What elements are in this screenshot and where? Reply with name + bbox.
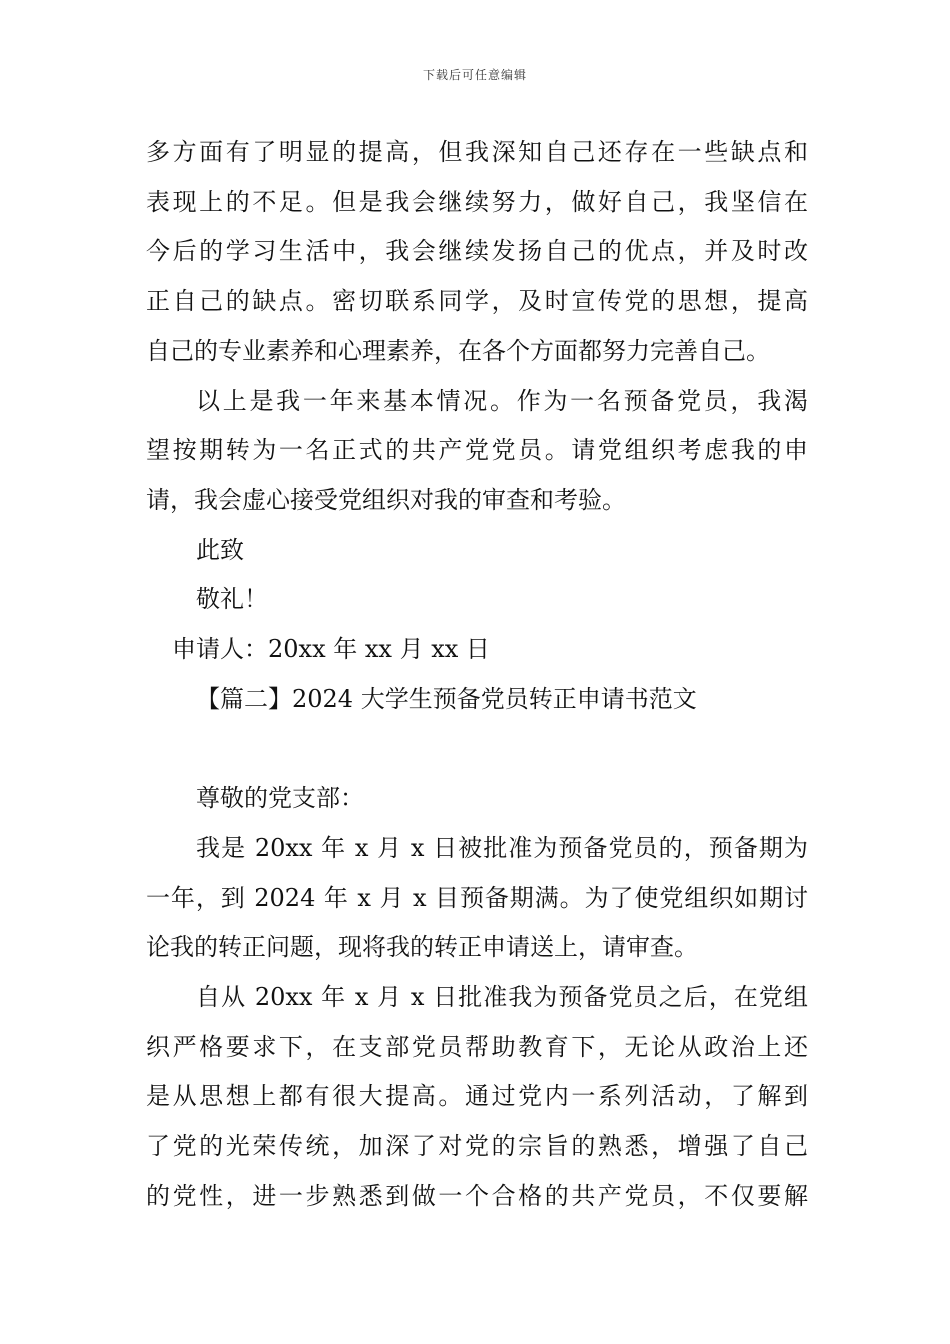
document-body <box>146 128 808 1221</box>
greeting: 尊敬的党支部： <box>196 784 364 813</box>
text-line: 请，我会虚心接受党组织对我的审查和考验。 <box>146 485 626 514</box>
paragraph-first-line: 我是 20xx 年 x 月 x 日被批准为预备党员的，预备期为 <box>196 833 808 862</box>
closing-salutation: 此致 <box>196 535 244 564</box>
section-title: 【篇二】2024 大学生预备党员转正申请书范文 <box>196 684 697 713</box>
text-line: 织严格要求下，在支部党员帮助教育下，无论从政治上还 <box>146 1032 808 1061</box>
text-line: 自己的专业素养和心理素养，在各个方面都努力完善自己。 <box>146 336 770 365</box>
page-header: 下载后可任意编辑 <box>422 68 527 82</box>
paragraph-first-line: 自从 20xx 年 x 月 x 日批准我为预备党员之后，在党组 <box>196 982 808 1011</box>
text-line: 表现上的不足。但是我会继续努力，做好自己，我坚信在 <box>146 187 808 216</box>
text-line: 多方面有了明显的提高，但我深知自己还存在一些缺点和 <box>146 138 808 166</box>
text-line: 正自己的缺点。密切联系同学，及时宣传党的思想，提高 <box>146 287 808 316</box>
text-line: 一年，到 2024 年 x 月 x 目预备期满。为了使党组织如期讨 <box>146 883 808 912</box>
text-line: 是从思想上都有很大提高。通过党内一系列活动，了解到 <box>146 1082 808 1111</box>
text-line: 论我的转正问题，现将我的转正申请送上，请审查。 <box>146 933 698 962</box>
paragraph-first-line: 以上是我一年来基本情况。作为一名预备党员，我渴 <box>196 386 808 415</box>
text-line: 了党的光荣传统，加深了对党的宗旨的熟悉，增强了自己 <box>146 1132 808 1161</box>
closing-regards: 敬礼！ <box>196 585 268 614</box>
text-line: 望按期转为一名正式的共产党党员。请党组织考虑我的申 <box>146 436 808 465</box>
text-line: 今后的学习生活中，我会继续发扬自己的优点，并及时改 <box>146 237 808 266</box>
blank-line <box>146 724 808 774</box>
text-line: 的党性，进一步熟悉到做一个合格的共产党员，不仅要解 <box>146 1181 808 1210</box>
applicant-date: 申请人：20xx 年 xx 月 xx 日 <box>172 635 490 664</box>
